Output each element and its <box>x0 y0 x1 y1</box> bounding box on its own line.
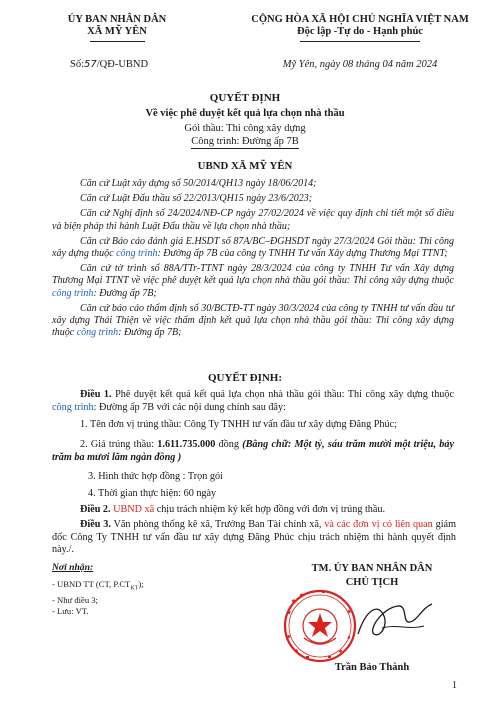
decision-title: QUYẾT ĐỊNH <box>209 92 281 104</box>
basis-text: Căn cứ báo cáo thẩm định số 30/BCTĐ-TT ngày 30/3/2024 của công ty TNHH tư vấn đầu tư xây dựng Thái Thiện về việc thẩm định kết quả lựa chọn nhà thầu gói thầu: Thi công xây dựng thuộc <box>52 302 454 339</box>
article-1 <box>52 389 454 414</box>
doc-number-suffix: /QĐ-UBND <box>96 59 149 70</box>
issuer-line1: ỦY BAN NHÂN DÂN <box>67 14 167 25</box>
article-1-label: Điều 1. <box>80 389 112 400</box>
article-1-highlight: công trình <box>52 401 94 413</box>
article-1-item-4: 4. Thời gian thực hiện: 60 ngày <box>88 488 217 499</box>
doc-number <box>70 59 200 71</box>
authority-heading: UBND XÃ MỸ YÊN <box>197 160 293 172</box>
recipient-item: - Lưu: VT. <box>52 605 89 616</box>
decision-subject: Về việc phê duyệt kết quả lựa chọn nhà thầu <box>145 108 345 119</box>
package-name: Gói thầu: Thi công xây dựng <box>184 123 306 134</box>
basis-highlight: công trình <box>76 327 119 339</box>
official-seal-icon <box>282 588 358 664</box>
nation-title <box>238 14 482 38</box>
article-3-label: Điều 3. <box>80 519 111 530</box>
signature-line2: CHỦ TỊCH <box>345 577 399 588</box>
article-2-highlight: UBND xã <box>113 504 155 515</box>
project-name-wrap <box>0 135 490 148</box>
decision-heading: QUYẾT ĐỊNH: <box>207 372 283 384</box>
recipient-suffix: ); <box>138 579 144 589</box>
article-3-highlight: và các đơn vị có liên quan <box>324 519 433 530</box>
basis-item <box>52 303 454 340</box>
basis-text: : Đường ấp 7B; <box>93 287 157 299</box>
basis-item: Căn cứ Nghị định số 24/2024/NĐ-CP ngày 27/02/2024 về việc quy định chi tiết một số điều và biện pháp thi hành Luật Đấu thầu về lựa chọn nhà thầu; <box>52 208 454 232</box>
article-1-text: Phê duyệt kết quả kết quả lựa chọn nhà thầu gói thầu: Thi công xây dựng thuộc <box>111 389 454 400</box>
basis-text: : Đường ấp 7B; <box>118 327 182 339</box>
article-1-item-3: 3. Hình thức hợp đồng : Trọn gói <box>88 471 223 482</box>
issuer-name <box>48 14 186 38</box>
price-label: 2. Giá trúng thầu: <box>80 439 158 450</box>
recipient-item <box>52 579 222 595</box>
signature-icon <box>352 590 440 650</box>
doc-number-handwritten: 57 <box>84 59 97 70</box>
basis-highlight: công trình <box>52 287 94 299</box>
signature-block <box>282 562 462 590</box>
project-name: Công trình: Đường ấp 7B <box>191 136 299 147</box>
basis-text: : Đường ấp 7B của công ty TNHH Tư vấn Xây dựng Thương Mại TTNT; <box>157 248 448 260</box>
basis-item: Căn cứ Luật Đấu thầu số 22/2013/QH15 ngày 23/6/2023; <box>80 193 313 205</box>
basis-item: Căn cứ Luật xây dựng số 50/2014/QH13 ngày 18/06/2014; <box>80 178 317 189</box>
signature-line1: TM. ỦY BAN NHÂN DÂN <box>311 563 433 574</box>
recipient-item: - Như điều 3; <box>52 594 98 605</box>
price-in-words: (Bằng chữ: Một tỷ, sáu trăm mười một triệu, bảy trăm ba mươi lăm ngàn đồng ) <box>52 439 454 463</box>
basis-text: Căn cứ Báo cáo đánh giá E.HSDT số 87A/BC–ĐGHSDT ngày 27/3/2024 Gói thầu: Thi công xây dựng thuộc <box>52 235 454 260</box>
article-2-text: chịu trách nhiệm ký kết hợp đồng với đơn vị trúng thầu. <box>154 504 386 515</box>
price-amount: 1.611.735.000 <box>157 439 216 450</box>
motto-underline <box>300 41 420 42</box>
issuer-line2: XÃ MỸ YÊN <box>87 26 147 37</box>
recipients <box>52 562 222 617</box>
basis-text: Căn cứ tờ trình số 88A/TTr-TTNT ngày 28/3/2024 của công ty TNHH Tư vấn Xây dựng Thương Mại TTNT về việc phê duyệt kết quả lựa chọn nhà thầu gói thầu: Thi công xây dựng thuộc <box>52 263 454 287</box>
nation-motto: Độc lập -Tự do - Hạnh phúc <box>297 26 423 37</box>
price-unit: đồng <box>215 439 243 450</box>
signer-name: Trần Bảo Thành <box>334 662 410 673</box>
article-2 <box>52 504 454 517</box>
article-1-text: : Đường ấp 7B với các nội dung chính sau đây: <box>93 401 286 413</box>
article-3-text: giám đốc Công Ty TNHH tư vấn đầu tư xây dựng Đăng Phúc chịu trách nhiệm thi hành quyết định này./. <box>52 519 457 556</box>
recipient-subscript: KT <box>130 585 139 592</box>
legal-bases <box>52 178 454 339</box>
basis-item <box>52 236 454 260</box>
date-line: Mỹ Yên, ngày 08 tháng 04 năm 2024 <box>282 59 438 70</box>
page-number: 1 <box>452 680 457 691</box>
basis-highlight: công trình <box>116 248 158 260</box>
article-1-item-1: 1. Tên đơn vị trúng thầu: Công Ty TNHH tư vấn đầu tư xây dựng Đăng Phúc; <box>80 419 397 430</box>
article-2-label: Điều 2. <box>80 504 111 515</box>
issuer-underline <box>90 41 145 42</box>
article-3 <box>52 519 456 557</box>
article-3-text: Văn phòng thống kê xã, Trưởng Ban Tài chính xã, <box>110 519 325 530</box>
recipient-text: - UBND TT (CT, P.CT <box>52 579 131 589</box>
basis-item <box>52 263 454 300</box>
nation-line1: CỘNG HÒA XÃ HỘI CHỦ NGHĨA VIỆT NAM <box>251 14 469 25</box>
doc-number-prefix: Số: <box>70 59 85 70</box>
article-1-item-2 <box>52 439 454 464</box>
recipients-heading: Nơi nhận: <box>52 562 94 573</box>
